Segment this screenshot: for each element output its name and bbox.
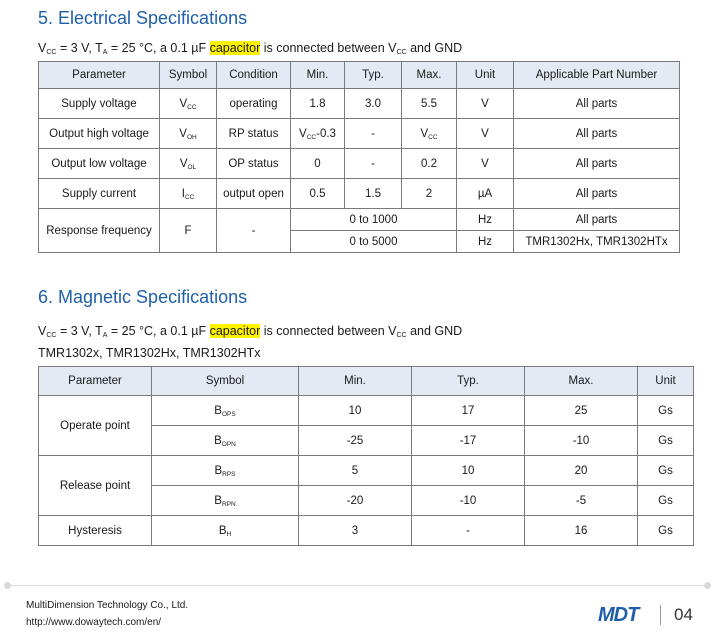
part-cell: All parts: [514, 209, 680, 231]
part-cell: All parts: [514, 119, 680, 149]
table-row: [39, 396, 694, 426]
part-cell: All parts: [514, 149, 680, 179]
unit-cell: V: [457, 89, 514, 119]
part-cell: All parts: [514, 179, 680, 209]
unit-cell: V: [457, 119, 514, 149]
footer-dot-right: [704, 582, 711, 589]
col-header: Parameter: [39, 367, 152, 396]
page-number: 04: [674, 605, 693, 624]
col-header: Unit: [457, 62, 514, 89]
condition-cell: operating: [217, 89, 291, 119]
section6-condition: $V_{CC} = 3$ V, $T_A = 25$ °C, a 0.1 µF capacitor is connected between $V_{CC}$ and GND: [38, 324, 463, 339]
condition-cell: RP status: [217, 119, 291, 149]
highlighted-word: capacitor: [209, 324, 261, 338]
min-cell: -25: [299, 426, 412, 456]
min-cell: -20: [299, 486, 412, 516]
min-cell: 0: [291, 149, 345, 179]
param-cell: Supply voltage: [39, 89, 160, 119]
max-cell: $V_{CC}$: [402, 119, 457, 149]
table-header-row: [39, 367, 694, 396]
min-cell: 3: [299, 516, 412, 546]
unit-cell: µA: [457, 179, 514, 209]
symbol-cell: $I_{CC}$: [160, 179, 217, 209]
unit-cell: Hz: [457, 231, 514, 253]
range-cell: 0 to 1000: [291, 209, 457, 231]
highlighted-word: capacitor: [209, 41, 261, 55]
condition-cell: output open: [217, 179, 291, 209]
typ-cell: 1.5: [345, 179, 402, 209]
unit-cell: Gs: [638, 516, 694, 546]
condition-cell: OP status: [217, 149, 291, 179]
param-cell: Release point: [39, 456, 152, 516]
param-cell: Hysteresis: [39, 516, 152, 546]
unit-cell: Gs: [638, 486, 694, 516]
param-cell: Output high voltage: [39, 119, 160, 149]
max-cell: 25: [525, 396, 638, 426]
symbol-cell: $B_{RPS}$: [152, 456, 299, 486]
table-row: [39, 149, 680, 179]
footer-separator: [660, 605, 661, 625]
symbol-cell: $B_{OPS}$: [152, 396, 299, 426]
col-header: Condition: [217, 62, 291, 89]
min-cell: 5: [299, 456, 412, 486]
max-cell: 0.2: [402, 149, 457, 179]
company-name: MultiDimension Technology Co., Ltd.: [26, 600, 189, 611]
param-cell: Output low voltage: [39, 149, 160, 179]
magnetic-spec-table: [38, 366, 694, 546]
typ-cell: -: [345, 149, 402, 179]
unit-cell: Gs: [638, 396, 694, 426]
min-cell: 10: [299, 396, 412, 426]
mdt-logo: MDT: [598, 604, 639, 626]
col-header: Typ.: [345, 62, 402, 89]
col-header: Max.: [402, 62, 457, 89]
param-cell: Supply current: [39, 179, 160, 209]
max-cell: -5: [525, 486, 638, 516]
col-header: Applicable Part Number: [514, 62, 680, 89]
col-header: Max.: [525, 367, 638, 396]
table-row: [39, 209, 680, 231]
min-cell: 0.5: [291, 179, 345, 209]
table-row: [39, 89, 680, 119]
unit-cell: Gs: [638, 426, 694, 456]
max-cell: -10: [525, 426, 638, 456]
unit-cell: V: [457, 149, 514, 179]
condition-cell: -: [217, 209, 291, 253]
min-cell: 1.8: [291, 89, 345, 119]
typ-cell: -: [412, 516, 525, 546]
col-header: Min.: [291, 62, 345, 89]
max-cell: 2: [402, 179, 457, 209]
col-header: Typ.: [412, 367, 525, 396]
param-cell: Response frequency: [39, 209, 160, 253]
symbol-cell: F: [160, 209, 217, 253]
section6-title: 6. Magnetic Specifications: [38, 287, 248, 307]
table-row: [39, 456, 694, 486]
param-cell: Operate point: [39, 396, 152, 456]
table-row: [39, 179, 680, 209]
section5-condition: $V_{CC} = 3$ V, $T_A = 25$ °C, a 0.1 µF capacitor is connected between $V_{CC}$ and GND: [38, 41, 463, 56]
typ-cell: -17: [412, 426, 525, 456]
symbol-cell: $B_H$: [152, 516, 299, 546]
typ-cell: -: [345, 119, 402, 149]
typ-cell: 17: [412, 396, 525, 426]
col-header: Symbol: [152, 367, 299, 396]
unit-cell: Hz: [457, 209, 514, 231]
col-header: Unit: [638, 367, 694, 396]
symbol-cell: $B_{RPN}$: [152, 486, 299, 516]
part-cell: All parts: [514, 89, 680, 119]
table-row: [39, 119, 680, 149]
symbol-cell: $V_{OH}$: [160, 119, 217, 149]
section5-title: 5. Electrical Specifications: [38, 8, 248, 28]
max-cell: 16: [525, 516, 638, 546]
unit-cell: Gs: [638, 456, 694, 486]
electrical-spec-table: [38, 61, 680, 253]
max-cell: 20: [525, 456, 638, 486]
symbol-cell: $B_{OPN}$: [152, 426, 299, 456]
table-header-row: [39, 62, 680, 89]
symbol-cell: $V_{OL}$: [160, 149, 217, 179]
company-url[interactable]: http://www.dowaytech.com/en/: [26, 617, 162, 628]
table-row: [39, 516, 694, 546]
col-header: Parameter: [39, 62, 160, 89]
footer-dot-left: [4, 582, 11, 589]
typ-cell: -10: [412, 486, 525, 516]
col-header: Min.: [299, 367, 412, 396]
footer-divider: [8, 585, 708, 586]
typ-cell: 10: [412, 456, 525, 486]
col-header: Symbol: [160, 62, 217, 89]
symbol-cell: $V_{CC}$: [160, 89, 217, 119]
typ-cell: 3.0: [345, 89, 402, 119]
min-cell: $V_{CC}-0.3$: [291, 119, 345, 149]
part-cell: TMR1302Hx, TMR1302HTx: [514, 231, 680, 253]
max-cell: 5.5: [402, 89, 457, 119]
applicable-parts: TMR1302x, TMR1302Hx, TMR1302HTx: [38, 346, 261, 360]
range-cell: 0 to 5000: [291, 231, 457, 253]
